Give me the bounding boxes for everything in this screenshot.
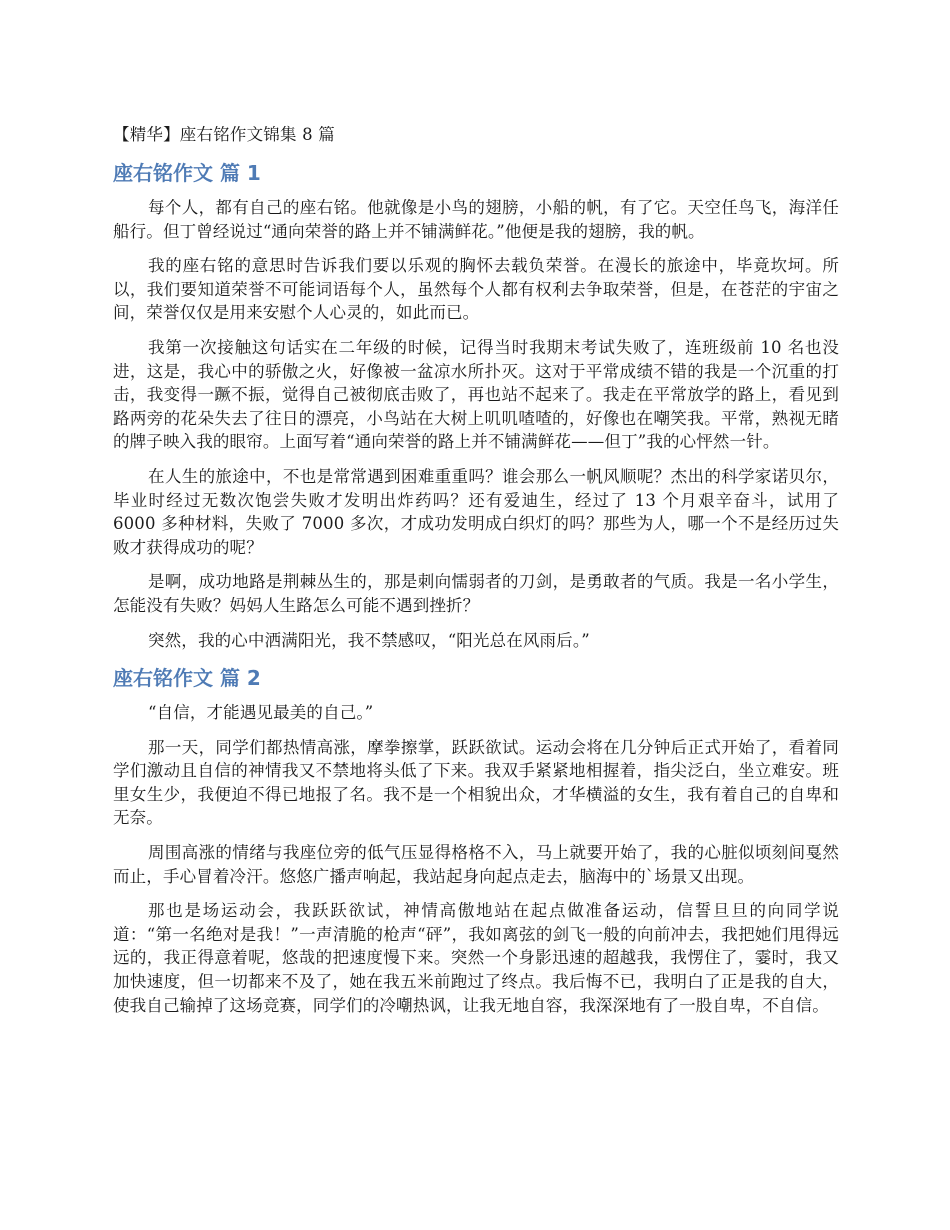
paragraph: 在人生的旅途中，不也是常常遇到困难重重吗？谁会那么一帆风顺呢？杰出的科学家诺贝尔，毕业时经过无数次饱尝失败才发明出炸药吗？还有爱迪生，经过了 13 个月艰辛奋斗，试用了 6000 多种材料，失败了 7000 多次，才成功发明成白织灯的吗？那些为人，哪一个不是经历过失败才获得成功的呢？ [113,466,839,557]
document-title: 【精华】座右铭作文锦集 8 篇 [113,125,335,144]
section-heading: 座右铭作文 篇 2 [113,666,261,691]
paragraph: 突然，我的心中洒满阳光，我不禁感叹，“阳光总在风雨后。” [148,630,590,650]
paragraph: 每个人，都有自己的座右铭。他就像是小鸟的翅膀，小船的帆，有了它。天空任鸟飞，海洋任船行。但丁曾经说过“通向荣誉的路上并不铺满鲜花。”他便是我的翅膀，我的帆。 [113,198,839,241]
paragraph: 那一天，同学们都热情高涨，摩拳擦掌，跃跃欲试。运动会将在几分钟后正式开始了，看着同学们激动且自信的神情我又不禁地将头低了下来。我双手紧紧地相握着，指尖泛白，坐立难安。班里女生少，我便迫不得已地报了名。我不是一个相貌出众，才华横溢的女生，我有着自己的自卑和无奈。 [113,737,839,828]
document-page [113,122,839,1028]
paragraph: 周围高涨的情绪与我座位旁的低气压显得格格不入，马上就要开始了，我的心脏似顷刻间戛然而止，手心冒着冷汗。悠悠广播声响起，我站起身向起点走去，脑海中的`场景又出现。 [113,843,839,886]
paragraph: 我第一次接触这句话实在二年级的时候，记得当时我期末考试失败了，连班级前 10 名也没进，这是，我心中的骄傲之火，好像被一盆凉水所扑灭。这对于平常成绩不错的我是一个沉重的打击，我变得一蹶不振，觉得自己被彻底击败了，再也站不起来了。我走在平常放学的路上，看见到路两旁的花朵失去了往日的漂亮，小鸟站在大树上叽叽喳喳的，好像也在嘲笑我。平常，熟视无睹的牌子映入我的眼帘。上面写着“通向荣誉的路上并不铺满鲜花——但丁”我的心怦然一针。 [113,337,839,452]
section-1 [113,158,839,652]
section-2 [113,663,839,1017]
paragraph: 是啊，成功地路是荆棘丛生的，那是刺向懦弱者的刀剑，是勇敢者的气质。我是一名小学生，怎能没有失败？妈妈人生路怎么可能不遇到挫折？ [113,572,839,615]
section-heading: 座右铭作文 篇 1 [113,161,261,185]
paragraph: 那也是场运动会，我跃跃欲试，神情高傲地站在起点做准备运动，信誓旦旦的向同学说道：“第一名绝对是我！”一声清脆的枪声“砰”，我如离弦的剑飞一般的向前冲去，我把她们甩得远远的，我正得意着呢，悠哉的把速度慢下来。突然一个身影迅速的超越我，我愣住了，霎时，我又加快速度，但一切都来不及了，她在我五米前跑过了终点。我后悔不已，我明白了正是我的自大，使我自己输掉了这场竞赛，同学们的冷嘲热讽，让我无地自容，我深深地有了一股自卑，不自信。 [113,901,839,1015]
paragraph: 我的座右铭的意思时告诉我们要以乐观的胸怀去载负荣誉。在漫长的旅途中，毕竟坎坷。所以，我们要知道荣誉不可能词语每个人，虽然每个人都有权利去争取荣誉，但是，在苍茫的宇宙之间，荣誉仅仅是用来安慰个人心灵的，如此而已。 [113,256,839,323]
paragraph: “自信，才能遇见最美的自己。” [148,703,374,723]
